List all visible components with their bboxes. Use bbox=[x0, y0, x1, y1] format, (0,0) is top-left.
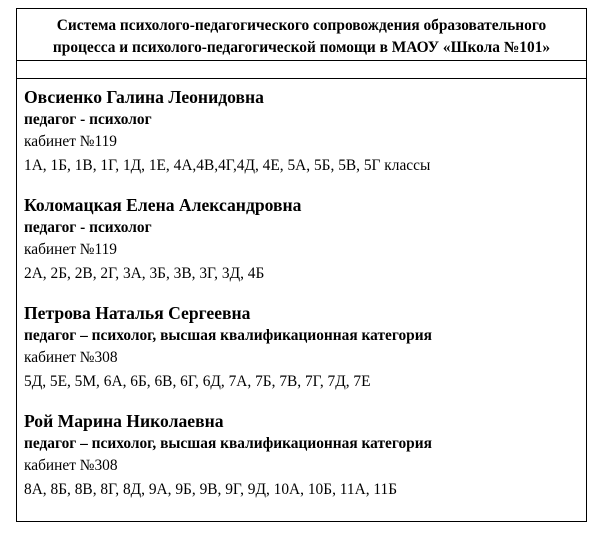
specialist-classes: 1А, 1Б, 1В, 1Г, 1Д, 1Е, 4А,4В,4Г,4Д, 4Е, 5А, 5Б, 5В, 5Г классы bbox=[24, 157, 431, 174]
specialist-classes: 5Д, 5Е, 5М, 6А, 6Б, 6В, 6Г, 6Д, 7А, 7Б, 7В, 7Г, 7Д, 7Е bbox=[24, 373, 371, 390]
header-line-1: Система психолого-педагогического сопровождения образовательного bbox=[56, 17, 547, 34]
header-line-2: процесса и психолого-педагогической помощи в МАОУ «Школа №101» bbox=[52, 39, 551, 56]
specialist-name: Петрова Наталья Сергеевна bbox=[24, 303, 251, 323]
specialist-room: кабинет №308 bbox=[24, 349, 118, 366]
specialist-name: Овсиенко Галина Леонидовна bbox=[24, 87, 264, 107]
specialist-name: Коломацкая Елена Александровна bbox=[24, 195, 302, 215]
specialist-entry bbox=[24, 79, 586, 177]
info-table bbox=[16, 8, 587, 522]
specialist-classes: 2А, 2Б, 2В, 2Г, 3А, 3Б, 3В, 3Г, 3Д, 4Б bbox=[24, 265, 265, 282]
specialist-entry bbox=[24, 301, 586, 393]
empty-row bbox=[17, 61, 586, 79]
specialist-role: педагог – психолог, высшая квалификационная категория bbox=[24, 435, 432, 452]
specialist-room: кабинет №119 bbox=[24, 133, 117, 150]
specialists-list bbox=[17, 79, 586, 501]
table-header bbox=[17, 9, 586, 61]
specialist-classes: 8А, 8Б, 8В, 8Г, 8Д, 9А, 9Б, 9В, 9Г, 9Д, 10А, 10Б, 11А, 11Б bbox=[24, 481, 398, 498]
specialist-entry bbox=[24, 193, 586, 285]
specialist-role: педагог – психолог, высшая квалификационная категория bbox=[24, 327, 432, 344]
specialist-name: Рой Марина Николаевна bbox=[24, 411, 224, 431]
specialist-room: кабинет №119 bbox=[24, 241, 117, 258]
specialist-room: кабинет №308 bbox=[24, 457, 118, 474]
specialist-entry bbox=[24, 409, 586, 501]
specialist-role: педагог - психолог bbox=[24, 219, 152, 236]
specialist-role: педагог - психолог bbox=[24, 111, 152, 128]
